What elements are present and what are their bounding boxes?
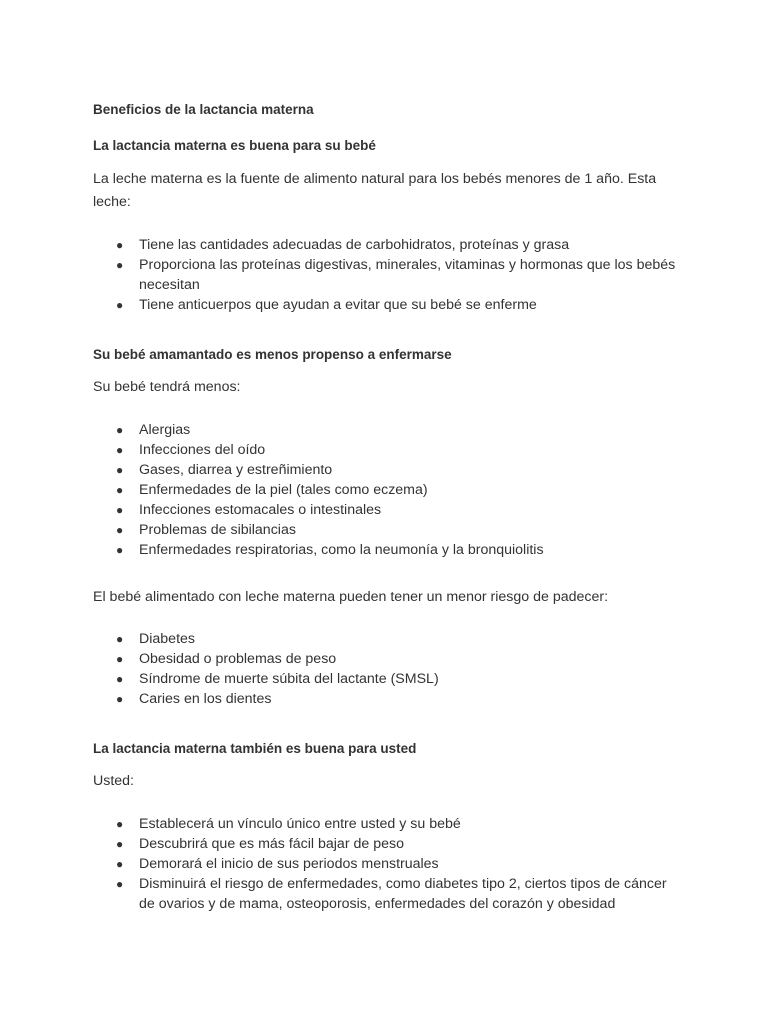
list-item: ● Infecciones estomacales o intestinales [116, 502, 382, 518]
bullet-list-mother-benefits [93, 814, 678, 914]
list-item: ● Alergias [116, 422, 191, 438]
list-item: ● Enfermedades respiratorias, como la neumonía y la bronquiolitis [116, 542, 544, 558]
list-item: ● Disminuirá el riesgo de enfermedades, como diabetes tipo 2, ciertos tipos de cáncer de ovarios y de mama, osteoporosis, enfermedades del corazón y obesidad [116, 876, 667, 912]
list-item: ● Tiene las cantidades adecuadas de carbohidratos, proteínas y grasa [116, 237, 570, 253]
bullet-icon: ● [116, 632, 124, 646]
bullet-icon: ● [116, 238, 124, 252]
section-heading-mother: La lactancia materna también es buena para usted [93, 741, 417, 756]
list-item: ● Demorará el inicio de sus periodos menstruales [116, 856, 439, 872]
bullet-icon: ● [116, 443, 124, 457]
list-item: ● Caries en los dientes [116, 691, 272, 707]
bullet-icon: ● [116, 543, 124, 557]
bullet-list-milk-benefits [93, 235, 678, 315]
bullet-icon: ● [116, 857, 124, 871]
bullet-icon: ● [116, 503, 124, 517]
bullet-icon: ● [116, 837, 124, 851]
bullet-list-fewer-illnesses [93, 420, 678, 560]
bullet-icon: ● [116, 258, 124, 272]
list-item: ● Proporciona las proteínas digestivas, minerales, vitaminas y hormonas que los bebés necesitan [116, 257, 676, 293]
bullet-icon: ● [116, 523, 124, 537]
section-heading-less-sick: Su bebé amamantado es menos propenso a enfermarse [93, 347, 452, 362]
bullet-icon: ● [116, 298, 124, 312]
bullet-icon: ● [116, 877, 124, 891]
list-item: ● Síndrome de muerte súbita del lactante (SMSL) [116, 671, 439, 687]
bullet-icon: ● [116, 692, 124, 706]
bullet-icon: ● [116, 672, 124, 686]
list-item: ● Obesidad o problemas de peso [116, 651, 337, 667]
bullet-icon: ● [116, 463, 124, 477]
list-item: ● Establecerá un vínculo único entre usted y su bebé [116, 816, 461, 832]
list-item: ● Tiene anticuerpos que ayudan a evitar que su bebé se enferme [116, 297, 537, 313]
document-title: Beneficios de la lactancia materna [93, 102, 314, 117]
bullet-icon: ● [116, 817, 124, 831]
list-item: ● Diabetes [116, 631, 195, 647]
bullet-icon: ● [116, 652, 124, 666]
bullet-list-lower-risk [93, 629, 678, 709]
section-intro-lower-risk: El bebé alimentado con leche materna pueden tener un menor riesgo de padecer: [93, 589, 609, 605]
list-item: ● Enfermedades de la piel (tales como eczema) [116, 482, 428, 498]
section-intro-baby: La leche materna es la fuente de alimento natural para los bebés menores de 1 año. Esta leche: [93, 171, 657, 210]
bullet-icon: ● [116, 423, 124, 437]
list-item: ● Infecciones del oído [116, 442, 266, 458]
list-item: ● Gases, diarrea y estreñimiento [116, 462, 333, 478]
list-item: ● Descubrirá que es más fácil bajar de peso [116, 836, 404, 852]
section-intro-usted: Usted: [93, 773, 135, 789]
section-heading-baby: La lactancia materna es buena para su bebé [93, 138, 376, 153]
section-intro-less: Su bebé tendrá menos: [93, 379, 241, 395]
bullet-icon: ● [116, 483, 124, 497]
list-item: ● Problemas de sibilancias [116, 522, 296, 538]
